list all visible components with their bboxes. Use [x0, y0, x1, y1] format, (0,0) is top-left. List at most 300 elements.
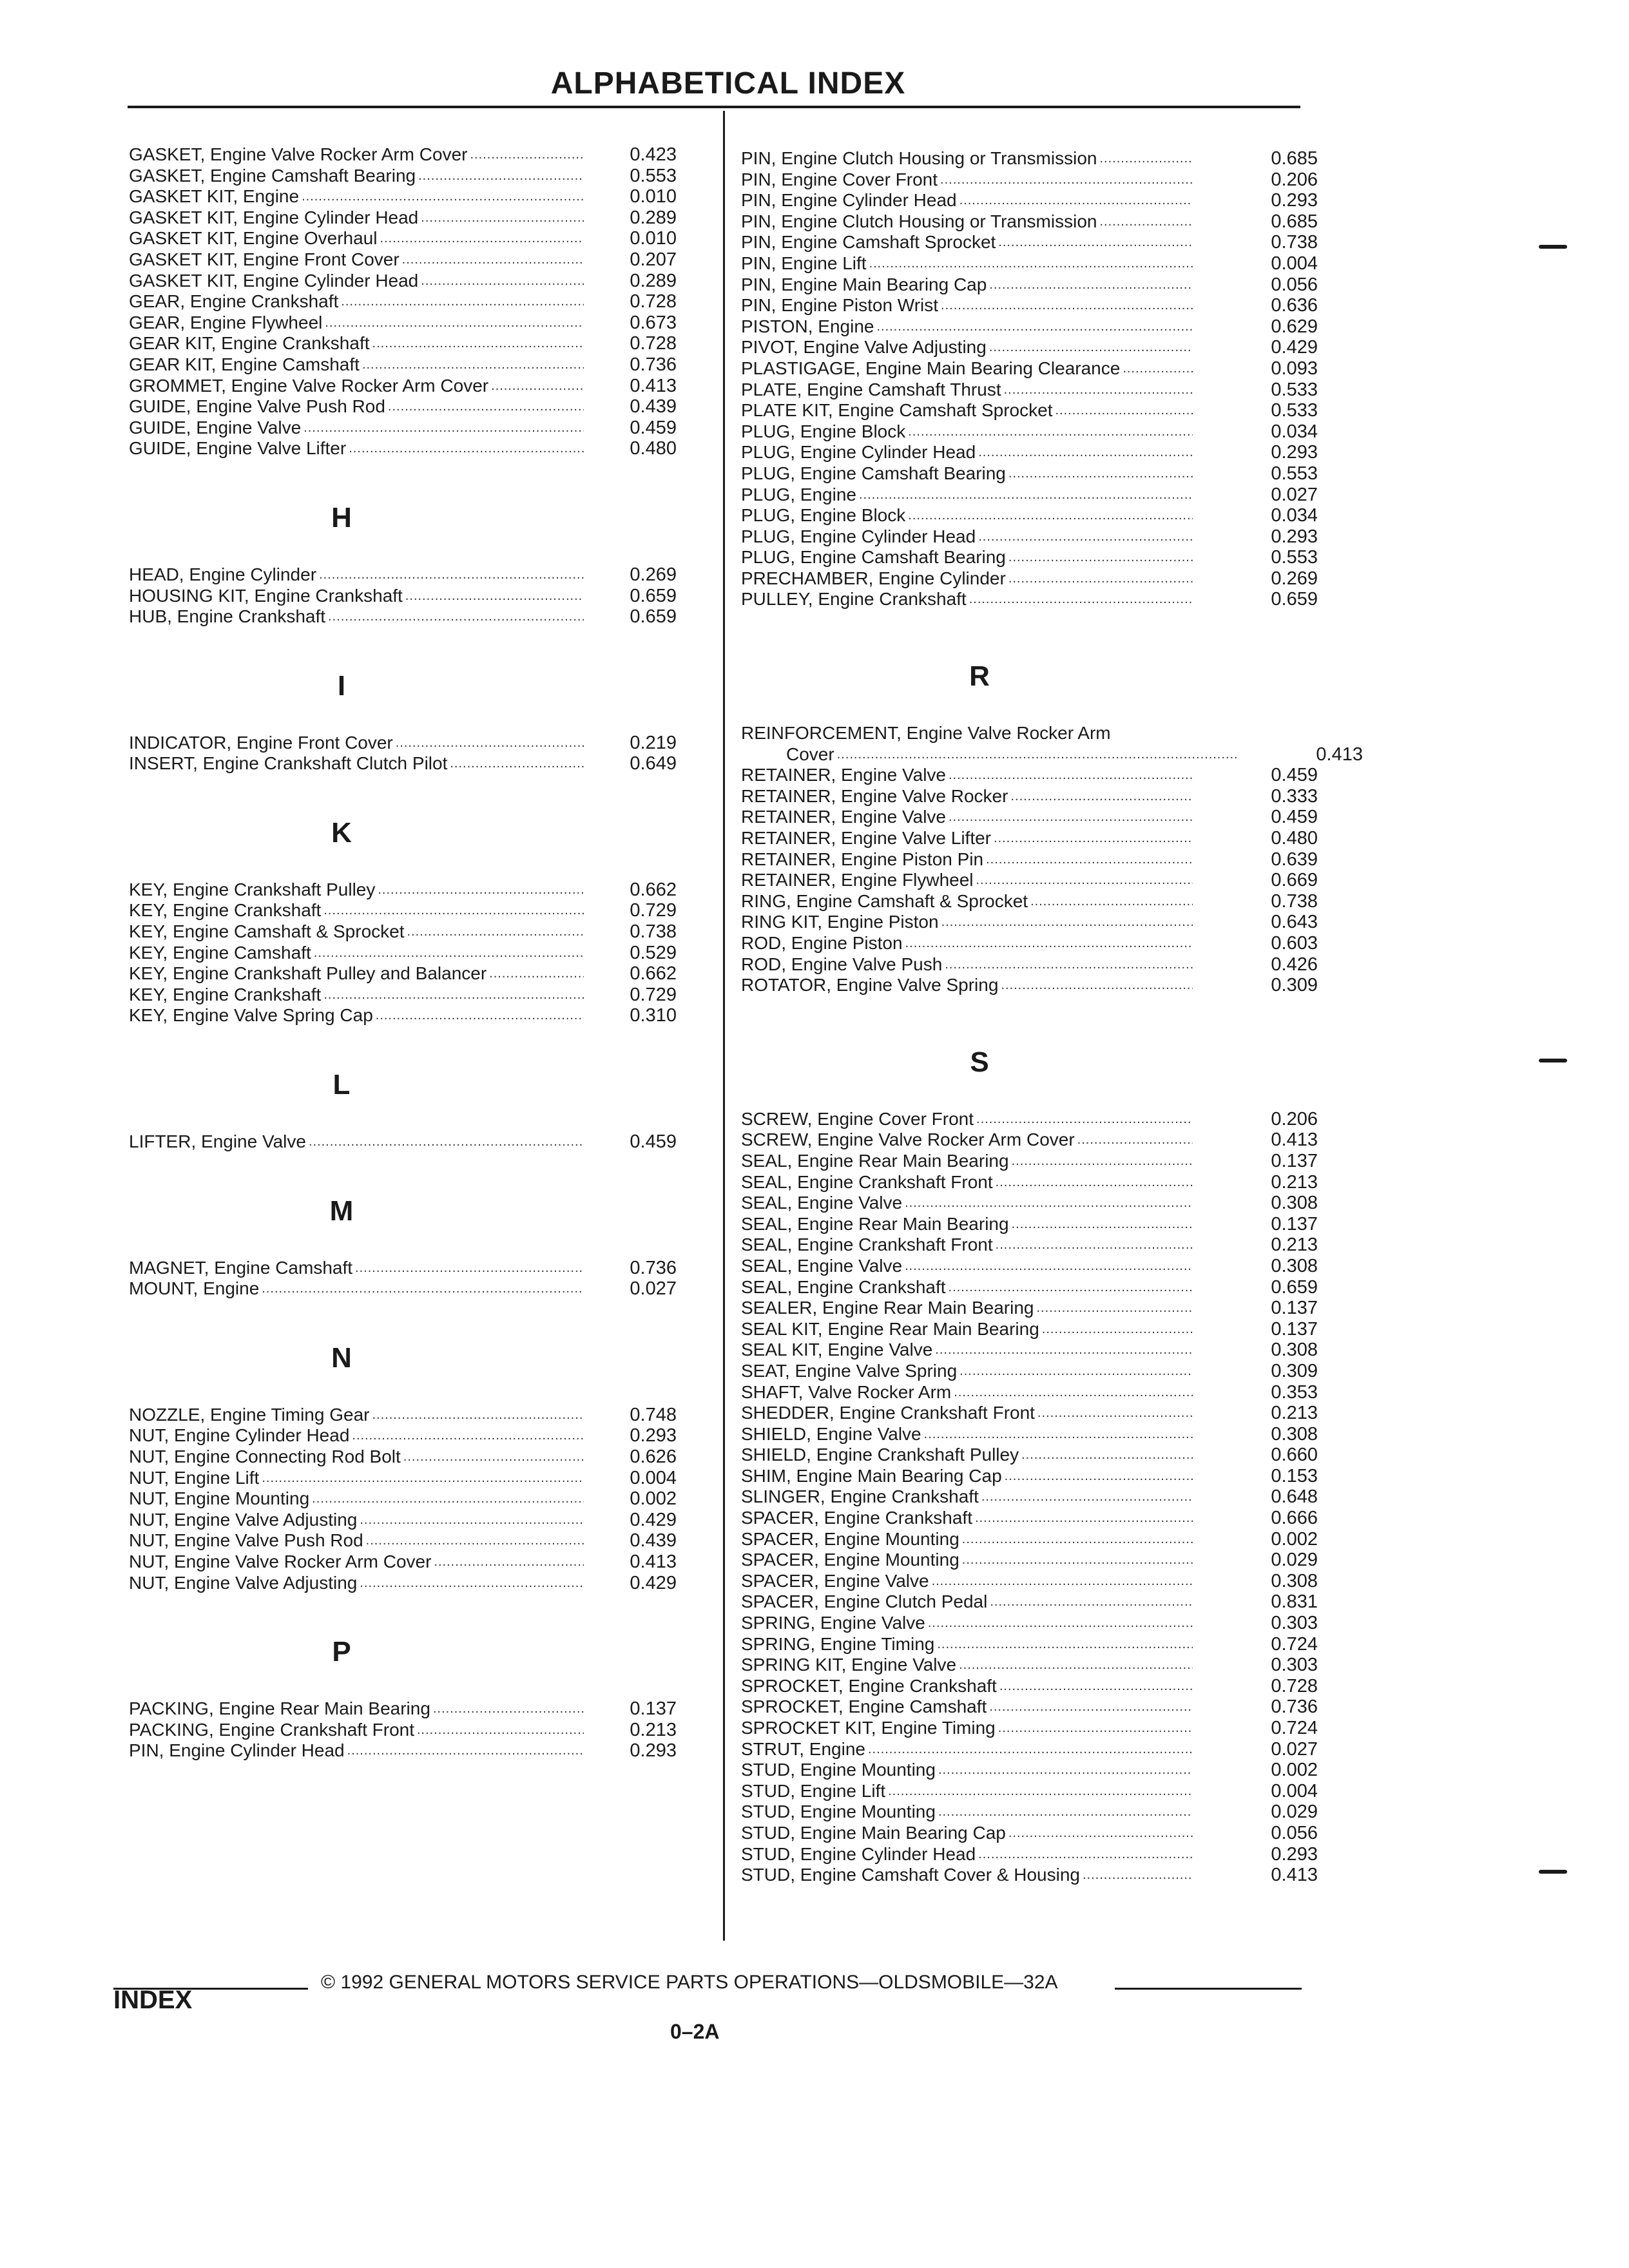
entry-reference: 0.002 — [1271, 1760, 1318, 1781]
dot-leader — [304, 418, 584, 439]
entry-reference: 0.728 — [630, 333, 677, 354]
dot-leader — [938, 1802, 1193, 1823]
entry-name: PLUG, Engine Camshaft Bearing — [741, 463, 1006, 483]
dot-leader — [888, 1781, 1193, 1802]
entry-name: GASKET KIT, Engine Cylinder Head — [129, 270, 419, 291]
column-divider — [723, 111, 725, 1941]
dot-leader — [1099, 211, 1193, 233]
entry-reference: 0.673 — [630, 312, 677, 333]
index-entry — [129, 1510, 712, 1531]
entry-reference: 0.736 — [1271, 1696, 1318, 1718]
dot-leader — [312, 1488, 584, 1510]
dot-leader — [1099, 148, 1193, 169]
dot-leader — [433, 1698, 584, 1720]
entry-name: SEAL, Engine Crankshaft Front — [741, 1171, 993, 1192]
entry-name: PIN, Engine Cover Front — [741, 169, 938, 189]
entry-reference: 0.728 — [630, 291, 677, 312]
entry-name: HEAD, Engine Cylinder — [129, 564, 317, 584]
dot-leader — [355, 1258, 584, 1279]
dot-leader — [924, 1424, 1193, 1445]
dot-leader — [905, 933, 1193, 954]
entry-reference: 0.480 — [630, 438, 677, 459]
index-entry — [129, 1425, 712, 1446]
entry-reference: 0.480 — [1271, 828, 1318, 849]
index-entry — [741, 1150, 1318, 1172]
entry-name: SPACER, Engine Crankshaft — [741, 1508, 972, 1528]
index-entry — [741, 421, 1318, 443]
top-rule — [128, 106, 1300, 108]
index-entry — [129, 354, 712, 376]
edge-mark — [1539, 245, 1567, 249]
dot-leader — [989, 1696, 1193, 1718]
entry-name: PIVOT, Engine Valve Adjusting — [741, 337, 987, 358]
index-entry — [741, 190, 1318, 211]
entry-name: ROD, Engine Piston — [741, 933, 903, 953]
index-entry — [741, 547, 1318, 568]
entry-name: Cover — [786, 744, 834, 764]
entry-name: ROTATOR, Engine Valve Spring — [741, 975, 999, 995]
entry-reference: 0.137 — [1271, 1318, 1318, 1340]
entry-name: SEAL, Engine Valve — [741, 1193, 903, 1213]
entry-reference: 0.034 — [1271, 421, 1318, 442]
dot-leader — [1010, 786, 1193, 807]
index-entry — [741, 1528, 1318, 1550]
dot-leader — [407, 921, 584, 943]
index-entry — [129, 900, 712, 921]
entry-reference: 0.029 — [1271, 1550, 1318, 1571]
index-entry — [129, 733, 712, 754]
index-entry-first-line: REINFORCEMENT, Engine Valve Rocker Arm — [741, 723, 1111, 744]
entry-reference: 0.533 — [1271, 400, 1318, 421]
dot-leader — [1037, 1403, 1193, 1424]
dot-leader — [262, 1278, 584, 1300]
index-entry — [741, 1570, 1318, 1592]
entry-name: SEAL, Engine Rear Main Bearing — [741, 1150, 1009, 1171]
index-entry — [129, 1530, 712, 1552]
entry-reference: 0.269 — [1271, 568, 1318, 589]
index-entry — [741, 505, 1318, 526]
dot-leader — [489, 963, 584, 985]
dot-leader — [360, 1573, 584, 1594]
index-entry — [129, 207, 712, 229]
entry-reference: 0.293 — [630, 1740, 677, 1762]
index-entry — [741, 1760, 1318, 1781]
index-entry — [741, 169, 1318, 191]
page-number: 0–2A — [670, 2020, 720, 2043]
entry-reference: 0.649 — [630, 753, 677, 774]
entry-name: GROMMET, Engine Valve Rocker Arm Cover — [129, 375, 489, 396]
index-entry — [129, 1405, 712, 1426]
entry-reference: 0.426 — [1271, 954, 1318, 975]
entry-name: SEAT, Engine Valve Spring — [741, 1360, 958, 1381]
entry-name: PLUG, Engine Block — [741, 421, 906, 441]
index-entry — [741, 589, 1318, 610]
dot-leader — [372, 333, 584, 354]
section-letter: S — [970, 1046, 989, 1078]
dot-leader — [434, 1552, 584, 1573]
dot-leader — [962, 1529, 1193, 1550]
section-letter: H — [331, 501, 352, 533]
index-entry — [129, 1488, 712, 1510]
index-entry — [741, 463, 1318, 485]
entry-name: SLINGER, Engine Crankshaft — [741, 1486, 979, 1507]
dot-leader — [935, 1340, 1193, 1361]
entry-reference: 0.293 — [1271, 1843, 1318, 1865]
entry-reference: 0.137 — [1271, 1213, 1318, 1235]
page-title: ALPHABETICAL INDEX — [550, 66, 906, 101]
index-entry — [129, 249, 712, 271]
edge-mark — [1539, 1870, 1567, 1874]
edge-mark — [1539, 1059, 1567, 1062]
dot-leader — [341, 291, 584, 312]
entry-reference: 0.413 — [1271, 1129, 1318, 1151]
index-entry — [129, 438, 712, 459]
dot-leader — [372, 1405, 584, 1426]
entry-name: PRECHAMBER, Engine Cylinder — [741, 568, 1006, 588]
dot-leader — [937, 1634, 1193, 1655]
entry-reference: 0.413 — [630, 375, 677, 396]
entry-reference: 0.303 — [1271, 1655, 1318, 1676]
entry-name: GASKET, Engine Camshaft Bearing — [129, 165, 416, 186]
entry-reference: 0.529 — [630, 942, 677, 963]
index-entry — [741, 828, 1318, 849]
dot-leader — [349, 438, 584, 459]
dot-leader — [949, 807, 1193, 828]
dot-leader — [876, 316, 1193, 338]
footer-copyright: © 1992 GENERAL MOTORS SERVICE PARTS OPERATIONS—OLDSMOBILE—32A — [321, 1972, 1058, 1993]
entry-reference: 0.010 — [630, 186, 677, 207]
entry-reference: 0.137 — [630, 1698, 677, 1720]
section-letter: M — [329, 1195, 354, 1227]
entry-reference: 0.027 — [1271, 484, 1318, 505]
index-entry — [741, 1171, 1318, 1193]
index-entry — [741, 211, 1318, 233]
entry-name: NUT, Engine Valve Rocker Arm Cover — [129, 1551, 432, 1571]
dot-leader — [1008, 463, 1193, 485]
dot-leader — [470, 144, 584, 166]
entry-reference: 0.289 — [630, 270, 677, 291]
dot-leader — [949, 765, 1193, 786]
entry-name: GASKET KIT, Engine Cylinder Head — [129, 207, 419, 227]
dot-leader — [994, 828, 1193, 849]
dot-leader — [1005, 1466, 1193, 1487]
entry-name: SHEDDER, Engine Crankshaft Front — [741, 1403, 1035, 1423]
entry-name: GUIDE, Engine Valve — [129, 417, 302, 437]
dot-leader — [1021, 1445, 1193, 1466]
entry-reference: 0.056 — [1271, 1822, 1318, 1843]
entry-reference: 0.724 — [1271, 1718, 1318, 1738]
entry-name: PIN, Engine Cylinder Head — [741, 190, 957, 211]
entry-name: PULLEY, Engine Crankshaft — [741, 589, 967, 610]
section-letter: K — [331, 816, 352, 849]
entry-name: GUIDE, Engine Valve Lifter — [129, 438, 347, 459]
index-entry — [741, 975, 1318, 996]
dot-leader — [309, 1131, 584, 1153]
dot-leader — [417, 1720, 584, 1741]
entry-name: GEAR, Engine Flywheel — [129, 312, 323, 332]
index-entry — [741, 1445, 1318, 1466]
dot-leader — [941, 295, 1193, 316]
entry-name: RETAINER, Engine Valve — [741, 765, 946, 785]
entry-reference: 0.137 — [1271, 1298, 1318, 1319]
entry-name: HOUSING KIT, Engine Crankshaft — [129, 585, 403, 606]
dot-leader — [491, 376, 584, 397]
footer-rule-right — [1115, 1988, 1302, 1990]
dot-leader — [1083, 1865, 1193, 1886]
entry-reference: 0.736 — [630, 354, 677, 375]
dot-leader — [396, 733, 584, 754]
index-entry — [129, 753, 712, 774]
dot-leader — [978, 1844, 1193, 1865]
entry-name: NUT, Engine Valve Adjusting — [129, 1509, 358, 1530]
entry-name: PIN, Engine Piston Wrist — [741, 295, 939, 316]
entry-name: PLATE KIT, Engine Camshaft Sprocket — [741, 400, 1053, 421]
dot-leader — [1042, 1319, 1193, 1340]
entry-name: STRUT, Engine — [741, 1738, 865, 1759]
entry-name: RING KIT, Engine Piston — [741, 912, 939, 932]
dot-leader — [976, 870, 1193, 891]
index-entry — [741, 1108, 1318, 1130]
entry-name: SEAL, Engine Rear Main Bearing — [741, 1213, 1009, 1234]
index-entry — [129, 376, 712, 397]
entry-reference: 0.553 — [1271, 547, 1318, 568]
dot-leader — [928, 1613, 1193, 1634]
entry-name: KEY, Engine Valve Spring Cap — [129, 1005, 373, 1026]
index-entry — [741, 232, 1318, 253]
entry-reference: 0.303 — [1271, 1613, 1318, 1634]
entry-name: NUT, Engine Mounting — [129, 1488, 310, 1509]
entry-reference: 0.423 — [630, 144, 677, 165]
entry-reference: 0.648 — [1271, 1486, 1318, 1508]
dot-leader — [998, 1718, 1193, 1739]
index-entry — [129, 271, 712, 292]
entry-reference: 0.308 — [1271, 1255, 1318, 1276]
index-entry — [129, 418, 712, 439]
index-entry — [741, 1550, 1318, 1571]
dot-leader — [402, 249, 584, 271]
index-entry — [741, 148, 1318, 169]
index-entry — [741, 870, 1318, 891]
index-entry — [741, 253, 1318, 274]
entry-reference: 0.093 — [1271, 358, 1318, 379]
entry-reference: 0.034 — [1271, 505, 1318, 526]
entry-name: SPROCKET, Engine Camshaft — [741, 1696, 987, 1717]
index-entry — [741, 1780, 1318, 1802]
entry-name: NOZZLE, Engine Timing Gear — [129, 1404, 370, 1425]
index-entry — [741, 807, 1318, 828]
entry-name: SPACER, Engine Valve — [741, 1570, 929, 1591]
entry-reference: 0.004 — [1271, 253, 1318, 274]
index-entry — [741, 1465, 1318, 1487]
section-letter: I — [337, 669, 346, 702]
entry-name: KEY, Engine Crankshaft — [129, 900, 322, 921]
entry-reference: 0.293 — [630, 1425, 677, 1446]
entry-reference: 0.459 — [1271, 807, 1318, 828]
dot-leader — [859, 485, 1193, 506]
dot-leader — [378, 879, 584, 901]
entry-reference: 0.459 — [630, 1131, 677, 1153]
entry-name: SPRING, Engine Timing — [741, 1633, 935, 1654]
entry-reference: 0.660 — [1271, 1445, 1318, 1466]
entry-name: GEAR KIT, Engine Crankshaft — [129, 333, 370, 354]
index-entry — [741, 1843, 1318, 1865]
entry-reference: 0.004 — [630, 1467, 677, 1488]
index-entry — [741, 295, 1318, 316]
entry-name: SEAL, Engine Crankshaft Front — [741, 1235, 993, 1255]
entry-name: STUD, Engine Main Bearing Cap — [741, 1822, 1006, 1843]
entry-reference: 0.636 — [1271, 295, 1318, 316]
entry-reference: 0.269 — [630, 564, 677, 585]
index-entry — [741, 1633, 1318, 1655]
dot-leader — [1008, 568, 1193, 590]
entry-reference: 0.439 — [630, 396, 677, 418]
entry-reference: 0.002 — [630, 1488, 677, 1510]
entry-name: SHIELD, Engine Valve — [741, 1423, 921, 1444]
index-entry — [741, 1486, 1318, 1508]
entry-name: GASKET KIT, Engine — [129, 186, 300, 207]
index-entry — [741, 1213, 1318, 1235]
entry-reference: 0.662 — [630, 963, 677, 985]
dot-leader — [1001, 975, 1193, 996]
entry-name: SPACER, Engine Mounting — [741, 1528, 959, 1549]
index-entry — [129, 1552, 712, 1573]
index-entry — [741, 849, 1318, 870]
entry-reference: 0.002 — [1271, 1528, 1318, 1550]
index-entry — [129, 943, 712, 964]
entry-name: KEY, Engine Camshaft — [129, 942, 311, 963]
dot-leader — [954, 1382, 1193, 1403]
entry-name: KEY, Engine Crankshaft — [129, 984, 322, 1004]
entry-reference: 0.010 — [630, 228, 677, 249]
index-entry — [741, 1298, 1318, 1319]
entry-reference: 0.429 — [1271, 337, 1318, 358]
index-entry — [741, 526, 1318, 548]
entry-reference: 0.289 — [630, 207, 677, 228]
dot-leader — [450, 753, 584, 774]
dot-leader — [421, 271, 584, 292]
index-label: INDEX — [113, 1986, 193, 2014]
entry-reference: 0.137 — [1271, 1150, 1318, 1171]
entry-name: PLASTIGAGE, Engine Main Bearing Clearance — [741, 358, 1121, 378]
entry-reference: 0.213 — [1271, 1403, 1318, 1424]
entry-reference: 0.639 — [1271, 849, 1318, 870]
index-entry — [129, 396, 712, 418]
entry-name: RETAINER, Engine Valve Lifter — [741, 828, 992, 849]
index-entry — [129, 1698, 712, 1720]
dot-leader — [302, 186, 584, 207]
entry-name: GEAR KIT, Engine Camshaft — [129, 354, 360, 374]
index-entry — [741, 1340, 1318, 1361]
dot-leader — [1008, 1823, 1193, 1844]
entry-reference: 0.728 — [1271, 1675, 1318, 1696]
index-entry — [129, 1131, 712, 1153]
index-entry — [129, 1446, 712, 1468]
dot-leader — [319, 564, 584, 586]
entry-reference: 0.659 — [630, 585, 677, 606]
entry-name: PLUG, Engine Block — [741, 505, 906, 526]
entry-name: PACKING, Engine Rear Main Bearing — [129, 1698, 430, 1719]
entry-reference: 0.738 — [630, 921, 677, 943]
dot-leader — [989, 274, 1193, 296]
entry-name: INSERT, Engine Crankshaft Clutch Pilot — [129, 753, 448, 774]
dot-leader — [1077, 1129, 1193, 1151]
dot-leader — [325, 312, 584, 334]
index-entry — [741, 1822, 1318, 1844]
index-entry — [129, 291, 712, 312]
entry-name: SHIM, Engine Main Bearing Cap — [741, 1465, 1002, 1486]
entry-name: INDICATOR, Engine Front Cover — [129, 732, 393, 753]
entry-reference: 0.729 — [630, 984, 677, 1005]
entry-reference: 0.029 — [1271, 1802, 1318, 1823]
dot-leader — [969, 589, 1193, 610]
entry-reference: 0.429 — [630, 1572, 677, 1593]
entry-name: GEAR, Engine Crankshaft — [129, 291, 339, 312]
entry-name: STUD, Engine Cylinder Head — [741, 1843, 976, 1864]
index-entry — [741, 358, 1318, 380]
dot-leader — [314, 943, 584, 964]
index-entry — [741, 1802, 1318, 1823]
entry-reference: 0.736 — [630, 1257, 677, 1278]
entry-name: RETAINER, Engine Valve Rocker — [741, 785, 1008, 806]
index-entry — [741, 1423, 1318, 1445]
dot-leader — [996, 1235, 1193, 1256]
entry-name: PIN, Engine Lift — [741, 253, 867, 273]
entry-reference: 0.293 — [1271, 442, 1318, 463]
entry-name: STUD, Engine Mounting — [741, 1760, 936, 1780]
dot-leader — [945, 954, 1193, 975]
entry-name: GASKET KIT, Engine Overhaul — [129, 228, 378, 249]
index-entry — [741, 1276, 1318, 1298]
section-letter: L — [333, 1069, 351, 1101]
section-letter: P — [332, 1636, 351, 1668]
dot-leader — [986, 849, 1193, 870]
entry-name: SHIELD, Engine Crankshaft Pulley — [741, 1445, 1019, 1465]
dot-leader — [418, 166, 584, 187]
entry-name: STUD, Engine Camshaft Cover & Housing — [741, 1865, 1080, 1885]
entry-name: SEAL KIT, Engine Rear Main Bearing — [741, 1318, 1039, 1339]
index-entry — [741, 337, 1318, 358]
left-column — [129, 144, 712, 1762]
dot-leader — [360, 1510, 584, 1531]
entry-name: MOUNT, Engine — [129, 1278, 260, 1299]
entry-name: SEAL KIT, Engine Valve — [741, 1340, 933, 1360]
entry-reference: 0.533 — [1271, 379, 1318, 400]
dot-leader — [975, 1508, 1193, 1529]
entry-reference: 0.685 — [1271, 148, 1318, 169]
index-entry — [741, 912, 1318, 933]
dot-leader — [905, 1193, 1193, 1214]
section-letter: N — [331, 1341, 352, 1374]
index-entry — [741, 1865, 1318, 1886]
entry-reference: 0.207 — [630, 249, 677, 270]
entry-reference: 0.459 — [630, 417, 677, 438]
entry-reference: 0.459 — [1271, 765, 1318, 786]
index-entry — [741, 1193, 1318, 1214]
index-entry — [129, 166, 712, 187]
entry-name: RING, Engine Camshaft & Sprocket — [741, 890, 1028, 911]
index-entry — [741, 1255, 1318, 1277]
dot-leader — [962, 1550, 1193, 1571]
right-column — [741, 148, 1363, 1886]
entry-name: PIN, Engine Main Bearing Cap — [741, 274, 987, 294]
dot-leader — [908, 505, 1193, 526]
entry-reference: 0.439 — [630, 1530, 677, 1552]
dot-leader — [1030, 891, 1193, 912]
entry-name: SPROCKET KIT, Engine Timing — [741, 1718, 996, 1738]
entry-reference: 0.308 — [1271, 1340, 1318, 1361]
index-entry — [129, 879, 712, 901]
index-entry — [129, 312, 712, 334]
